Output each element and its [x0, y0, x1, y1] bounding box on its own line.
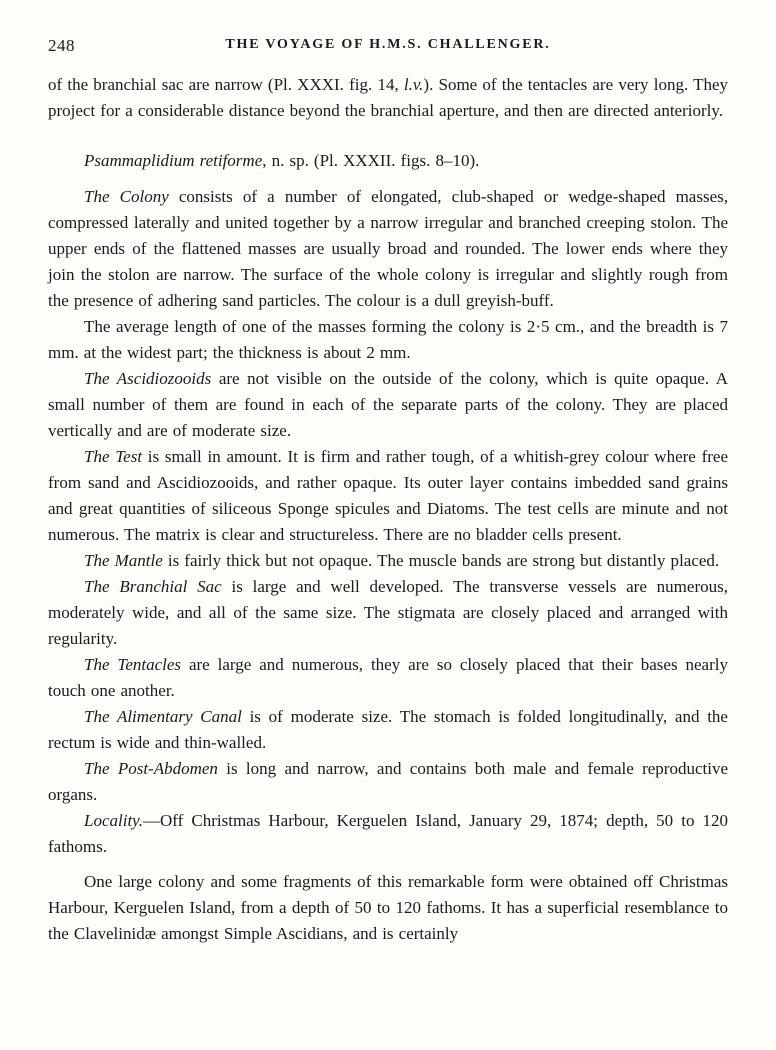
abbreviation-italic: l.v.: [403, 75, 424, 94]
species-heading-rest: , n. sp. (Pl. XXXII. figs. 8–10).: [262, 151, 480, 170]
species-heading: [48, 148, 728, 174]
running-title: THE VOYAGE OF H.M.S. CHALLENGER.: [225, 37, 551, 52]
paragraph-dimensions: [48, 314, 728, 366]
paragraph-text: —Off Christmas Harbour, Kerguelen Island, January 29, 1874; depth, 50 to 120 fathoms.: [48, 811, 728, 856]
paragraph-test: [48, 444, 728, 548]
paragraph-lead: The Test: [84, 447, 143, 466]
species-name: Psammaplidium retiforme: [84, 151, 263, 170]
paragraph-lead: Locality.: [84, 811, 144, 830]
paragraph-text: is of moderate size. The stomach is folded longitudinally, and the rectum is wide and thin-walled.: [48, 707, 728, 752]
paragraph-branchial-sac: [48, 574, 728, 652]
paragraph-mantle: [48, 548, 728, 574]
page-body: [48, 72, 728, 947]
paragraph-text: ). Some of the tentacles are very long. They project for a considerable distance beyond the branchial aperture, and then are directed anteriorly.: [48, 75, 728, 120]
paragraph-lead: The Alimentary Canal: [84, 707, 242, 726]
paragraph-lead: The Post-Abdomen: [84, 759, 218, 778]
paragraph-text: is fairly thick but not opaque. The muscle bands are strong but distantly placed.: [162, 551, 720, 570]
paragraph-lead: The Branchial Sac: [84, 577, 222, 596]
paragraph-text: is small in amount. It is firm and rather tough, of a whitish-grey colour where free from sand and Ascidiozooids, and rather opaque. Its outer layer contains imbedded sand grains and great quantities of siliceous Sponge spicules and Diatoms. The test cells are minute and not numerous. The matrix is clear and structureless. There are no bladder cells present.: [48, 447, 728, 544]
paragraph-text: are not visible on the outside of the colony, which is quite opaque. A small number of them are found in each of the separate parts of the colony. They are placed vertically and are of moderate size.: [48, 369, 728, 440]
paragraph-lead: The Tentacles: [84, 655, 182, 674]
page-number: 248: [48, 36, 75, 55]
paragraph-text: The average length of one of the masses forming the colony is 2·5 cm., and the breadth is 7 mm. at the widest part; the thickness is about 2 mm.: [48, 317, 728, 362]
paragraph-colony: [48, 184, 728, 314]
paragraph-lead: The Ascidiozooids: [84, 369, 212, 388]
paragraph-continuation: [48, 72, 728, 124]
paragraph-post-abdomen: [48, 756, 728, 808]
paragraph-text: consists of a number of elongated, club-shaped or wedge-shaped masses, compressed laterally and united together by a narrow irregular and branched creeping stolon. The upper ends of the flattened masses are usually broad and rounded. The lower ends where they join the stolon are narrow. The surface of the whole colony is irregular and slightly rough from the presence of adhering sand particles. The colour is a dull greyish-buff.: [48, 187, 728, 310]
paragraph-text: One large colony and some fragments of this remarkable form were obtained off Christmas Harbour, Kerguelen Island, from a depth of 50 to 120 fathoms. It has a superficial resemblance to the Clavelinidæ amongst Simple Ascidians, and is certainly: [48, 872, 728, 943]
paragraph-text: is long and narrow, and contains both male and female reproductive organs.: [48, 759, 728, 804]
paragraph-locality: [48, 808, 728, 860]
paragraph-closing: [48, 869, 728, 947]
paragraph-text: are large and numerous, they are so closely placed that their bases nearly touch one another.: [48, 655, 728, 700]
paragraph-text: is large and well developed. The transverse vessels are numerous, moderately wide, and all of the same size. The stigmata are closely placed and arranged with regularity.: [48, 577, 728, 648]
paragraph-lead: The Mantle: [84, 551, 163, 570]
paragraph-text: of the branchial sac are narrow (Pl. XXXI. fig. 14,: [48, 75, 404, 94]
paragraph-tentacles: [48, 652, 728, 704]
paragraph-ascidiozooids: [48, 366, 728, 444]
page-header: [48, 34, 728, 58]
paragraph-lead: The Colony: [84, 187, 169, 206]
paragraph-alimentary-canal: [48, 704, 728, 756]
